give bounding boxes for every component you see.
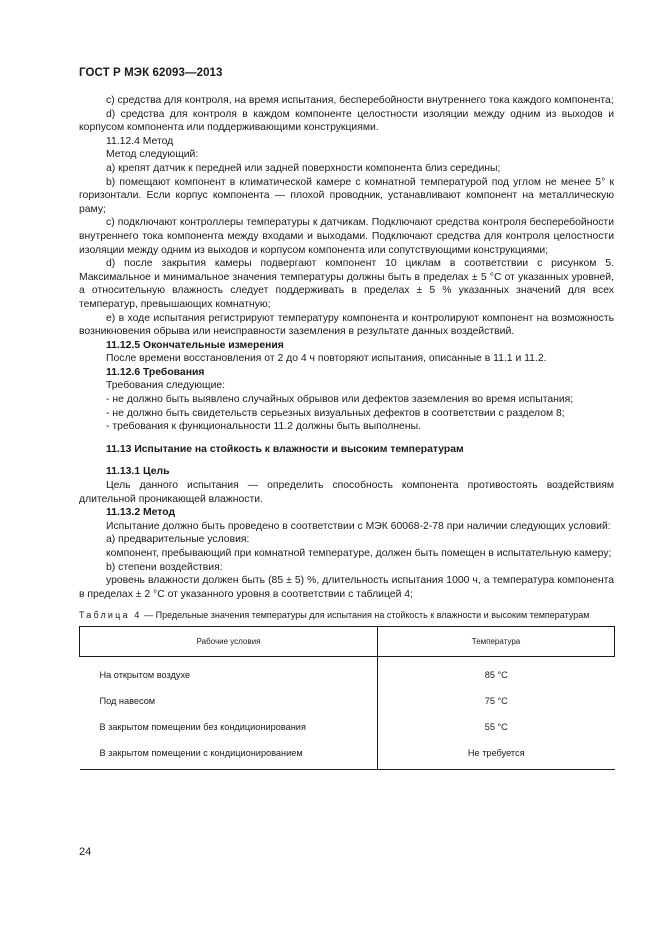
paragraph-list-item: e) в ходе испытания регистрируют температуру компонента и контролируют компонент на возможность возникновения обрыва или неисправности заземления в результате данных воздействий.	[79, 312, 614, 338]
table-caption	[79, 610, 614, 621]
section-heading: 11.13.2 Метод	[106, 507, 176, 519]
paragraph: Метод следующий:	[106, 149, 199, 161]
paragraph: Цель данного испытания — определить способность компонента противостоять воздействиям длительной проникающей влажности.	[79, 480, 614, 505]
paragraph-list-item: - не должно быть выявлено случайных обрывов или дефектов заземления во время испытания;	[106, 394, 574, 406]
table-cell-temperature: 85 °C	[484, 669, 508, 680]
table-caption-text: — Предельные значения температуры для испытания на стойкость к влажности и высоким температурам	[144, 610, 590, 621]
paragraph-list-item: - не должно быть свидетельств серьезных визуальных дефектов в соответствии с разделом 8;	[106, 407, 565, 419]
paragraph-list-item: b) помещают компонент в климатической камере с комнатной температурой под углом не менее 5° к горизонтали. Если корпус компонента — плохой проводник, устанавливают компонент на металлическую раму;	[79, 176, 614, 215]
paragraph-list-item: a) крепят датчик к передней или задней поверхности компонента близ середины;	[106, 162, 501, 174]
temperature-limits-table	[79, 626, 615, 770]
paragraph: Испытание должно быть проведено в соответствии с МЭК 60068-2-78 при наличии следующих условий:	[106, 520, 611, 532]
column-header-temperature: Температура	[378, 627, 615, 657]
section-heading: 11.12.4 Метод	[106, 135, 174, 147]
table-cell-condition: В закрытом помещении без кондиционирования	[80, 714, 378, 740]
paragraph: Требования следующие:	[106, 380, 226, 392]
paragraph: После времени восстановления от 2 до 4 ч повторяют испытания, описанные в 11.1 и 11.2.	[106, 353, 547, 365]
table-cell-condition: В закрытом помещении с кондиционированием	[80, 740, 378, 770]
paragraph-list-item: d) после закрытия камеры подвергают компонент 10 циклам в соответствии с рисунком 5. Максимальное и минимальное значения температуры должны быть в пределах ± 5 °C от указанных уровней, а относительную влажность следует поддерживать в пределах ± 5 % указанных значений для всех температур, превышающих комнатную;	[79, 258, 614, 310]
paragraph-list-item: d) средства для контроля в каждом компоненте целостности изоляции между одним из выходов и корпусом компонента или поддерживающими конструкциями.	[79, 108, 614, 134]
section-heading: 11.13 Испытание на стойкость к влажности и высоким температурам	[106, 443, 464, 455]
paragraph: компонент, пребывающий при комнатной температуре, должен быть помещен в испытательную камеру;	[106, 548, 612, 559]
paragraph-list-item: a) предварительные условия:	[106, 534, 250, 546]
paragraph: уровень влажности должен быть (85 ± 5) %, длительность испытания 1000 ч, а температура компонента в пределах ± 2 °C от указанного уровня в соответствии с таблицей 4;	[79, 575, 614, 600]
section-heading: 11.12.6 Требования	[106, 366, 205, 378]
page-number: 24	[79, 846, 92, 858]
paragraph-list-item: c) подключают контроллеры температуры к датчикам. Подключают средства контроля бесперебойности внутреннего тока компонента между входами и выходами. Подключают средства для контроля целостности изоляции между одним из выходов и корпусом компонента или сопутствующими конструкциями;	[79, 217, 614, 256]
table-row	[80, 740, 615, 770]
table-row	[80, 688, 615, 714]
document-header: ГОСТ Р МЭК 62093—2013	[79, 67, 223, 79]
table-row	[80, 657, 615, 689]
paragraph-list-item: - требования к функциональности 11.2 должны быть выполнены.	[106, 421, 421, 433]
paragraph-list-item: c) средства для контроля, на время испытания, бесперебойности внутреннего тока каждого компонента;	[106, 95, 614, 106]
table-cell-condition: Под навесом	[80, 688, 378, 714]
table-cell-temperature: Не требуется	[378, 740, 615, 770]
table-cell-condition: На открытом воздухе	[80, 657, 378, 689]
paragraph-list-item: b) степени воздействия:	[106, 561, 223, 573]
table-cell-temperature: 55 °C	[484, 721, 508, 732]
column-header-conditions: Рабочие условия	[80, 627, 378, 657]
section-heading: 11.13.1 Цель	[106, 466, 170, 478]
document-body	[79, 94, 614, 770]
section-heading: 11.12.5 Окончательные измерения	[106, 339, 284, 351]
table-header-row	[80, 627, 615, 657]
table-row	[80, 714, 615, 740]
table-cell-temperature: 75 °C	[484, 695, 508, 706]
table-caption-label: Таблица 4	[79, 610, 142, 621]
